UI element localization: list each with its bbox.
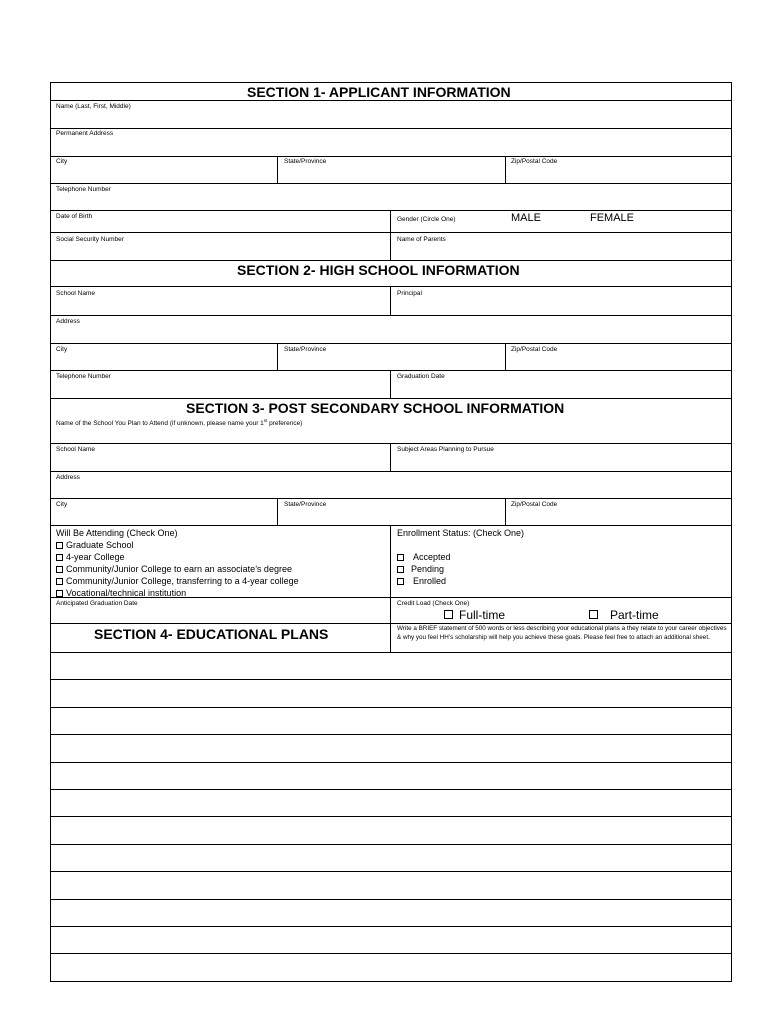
writing-line — [50, 871, 732, 872]
attending-option-text: Community/Junior College to earn an associate’s degree — [66, 564, 292, 574]
ps-school-label: School Name — [56, 446, 96, 453]
writing-line — [50, 679, 732, 680]
credit-option-text: Full-time — [459, 608, 506, 622]
attending-option-text: Graduate School — [66, 540, 134, 550]
checkbox-icon — [397, 554, 404, 561]
hs-grad-label: Graduation Date — [397, 373, 445, 380]
ssn-label: Social Security Number — [56, 236, 124, 243]
enrollment-option-text: Accepted — [413, 552, 451, 562]
hs-zip-label: Zip/Postal Code — [511, 346, 558, 353]
gender-female-option[interactable]: FEMALE — [590, 212, 635, 224]
attending-option-4year[interactable] — [56, 551, 125, 563]
section3-title — [186, 400, 564, 416]
attending-option-graduate[interactable] — [56, 539, 134, 551]
writing-line — [50, 707, 732, 708]
attending-option-cc-associate[interactable] — [56, 563, 292, 575]
gender-male-option[interactable]: MALE — [511, 212, 541, 224]
section4-title: SECTION 4- EDUCATIONAL PLANS — [94, 626, 329, 642]
checkbox-icon — [56, 590, 63, 597]
hs-address-label: Address — [56, 318, 80, 325]
checkbox-icon — [397, 578, 404, 585]
checkbox-icon — [397, 566, 404, 573]
credit-option-parttime[interactable] — [589, 608, 659, 622]
ps-address-label: Address — [56, 474, 80, 481]
checkbox-icon — [56, 542, 63, 549]
name-label: Name (Last, First, Middle) — [56, 103, 131, 110]
phone-field[interactable] — [51, 184, 731, 210]
credit-option-fulltime[interactable] — [444, 608, 505, 622]
section2-title: SECTION 2- HIGH SCHOOL INFORMATION — [237, 262, 520, 278]
phone-label: Telephone Number — [56, 186, 111, 193]
writing-line — [50, 953, 732, 954]
ps-state-label: State/Province — [284, 501, 327, 508]
dob-label: Date of Birth — [56, 213, 93, 220]
address-label: Permanent Address — [56, 130, 114, 137]
credit-option-text: Part-time — [610, 608, 659, 622]
section1-title: SECTION 1- APPLICANT INFORMATION — [247, 84, 511, 100]
enrollment-option-pending[interactable] — [397, 563, 444, 575]
enrollment-option-text: Pending — [411, 564, 445, 574]
attending-option-text: Vocational/technical institution — [66, 588, 187, 598]
writing-line — [50, 926, 732, 927]
educational-plans-area[interactable] — [51, 653, 731, 981]
checkbox-icon — [589, 610, 598, 619]
writing-line — [50, 734, 732, 735]
enrollment-option-text: Enrolled — [413, 576, 447, 586]
plan-label-post: preference) — [267, 420, 303, 428]
hs-state-label: State/Province — [284, 346, 327, 353]
checkbox-icon — [444, 610, 453, 619]
writing-line — [50, 899, 732, 900]
plan-label-sup: st — [263, 418, 268, 423]
parents-label: Name of Parents — [397, 236, 446, 243]
ps-address-field[interactable] — [51, 472, 731, 498]
writing-line — [50, 844, 732, 845]
subject-label: Subject Areas Planning to Pursue — [397, 446, 494, 453]
ps-city-label: City — [56, 501, 68, 508]
attending-option-text: Community/Junior College, transferring to a 4-year college — [66, 576, 299, 586]
credit-load-label: Credit Load (Check One) — [397, 600, 470, 607]
plan-label-text: Name of the School You Plan to Attend (if unknown, please name your 1 — [56, 420, 264, 428]
name-field[interactable] — [51, 101, 731, 127]
checkbox-icon — [56, 566, 63, 573]
hs-phone-label: Telephone Number — [56, 373, 111, 380]
section3-title-text: SECTION 3- POST SECONDARY SCHOOL INFORMATION — [186, 400, 565, 416]
section4-instructions: Write a BRIEF statement of 500 words or less describing your educational plans a they relate to your career objectives & why you feel HH’s scholarship will help you achieve these goals. Please feel free to attach an additional sheet. — [397, 625, 727, 641]
form-border-bottom — [50, 981, 732, 982]
address-field[interactable] — [51, 129, 731, 155]
attending-label: Will Be Attending (Check One) — [56, 528, 178, 538]
hs-address-field[interactable] — [51, 316, 731, 342]
hs-school-label: School Name — [56, 290, 96, 297]
checkbox-icon — [56, 554, 63, 561]
plan-school-label — [56, 417, 302, 428]
anticipated-grad-label: Anticipated Graduation Date — [56, 600, 138, 607]
ps-zip-label: Zip/Postal Code — [511, 501, 558, 508]
writing-line — [50, 762, 732, 763]
enrollment-option-accepted[interactable] — [397, 551, 451, 563]
enrollment-label: Enrollment Status: (Check One) — [397, 528, 525, 538]
form-border-top — [50, 82, 732, 83]
state-label: State/Province — [284, 158, 327, 165]
gender-label: Gender (Circle One) — [397, 216, 456, 223]
zip-label: Zip/Postal Code — [511, 158, 558, 165]
checkbox-icon — [56, 578, 63, 585]
writing-line — [50, 789, 732, 790]
attending-option-text: 4-year College — [66, 552, 125, 562]
principal-label: Principal — [397, 290, 422, 297]
attending-option-cc-transfer[interactable] — [56, 575, 299, 587]
enrollment-option-enrolled[interactable] — [397, 575, 446, 587]
hs-city-label: City — [56, 346, 68, 353]
writing-line — [50, 816, 732, 817]
form-border-right — [731, 82, 732, 982]
city-label: City — [56, 158, 68, 165]
